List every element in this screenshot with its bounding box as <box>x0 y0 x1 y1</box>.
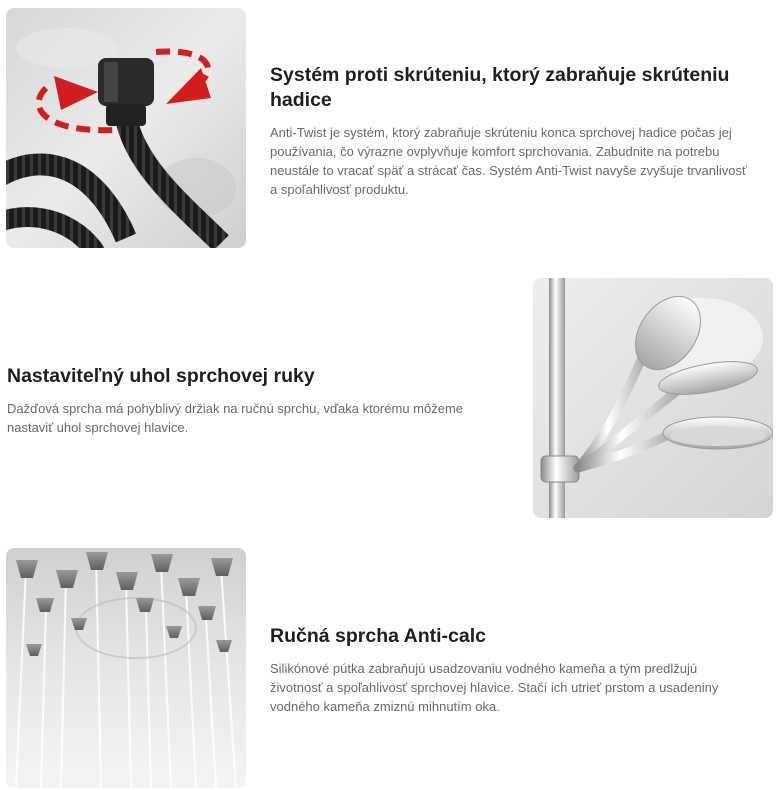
section-title: Systém proti skrúteniu, ktorý zabraňuje skrúteniu hadice <box>270 64 730 111</box>
section-title: Ručná sprcha Anti-calc <box>270 625 487 647</box>
section-description: Anti-Twist je systém, ktorý zabraňuje skrúteniu konca sprchovej hadice počas jej používania, čo výrazne ovplyvňuje komfort sprchovania. Zabudnite na potrebu neustále to vracať späť a strácať čas. Systém Anti-Twist navyše zvyšuje trvanlivosť a spoľahlivosť produktu. <box>270 125 747 197</box>
section-anti-twist <box>270 63 750 199</box>
section-adjustable-angle <box>7 364 507 437</box>
section-anti-calc <box>270 624 750 716</box>
section-description: Silikónové pútka zabraňujú usadzovaniu vodného kameňa a tým predlžujú životnosť a spoľahlivosť sprchovej hlavice. Stačí ich utrieť prstom a usadeniny vodného kameňa zmiznú mihnutím oka. <box>270 661 719 714</box>
adjustable-shower-head-image <box>533 278 773 518</box>
section-title: Nastaviteľný uhol sprchovej ruky <box>7 365 315 387</box>
section-description: Dažďová sprcha má pohyblivý držiak na ručnú sprchu, vďaka ktorému môžeme nastaviť uhol sprchovej hlavice. <box>7 401 464 435</box>
anti-calc-nozzles-image <box>6 548 246 788</box>
anti-twist-hose-image <box>6 8 246 248</box>
